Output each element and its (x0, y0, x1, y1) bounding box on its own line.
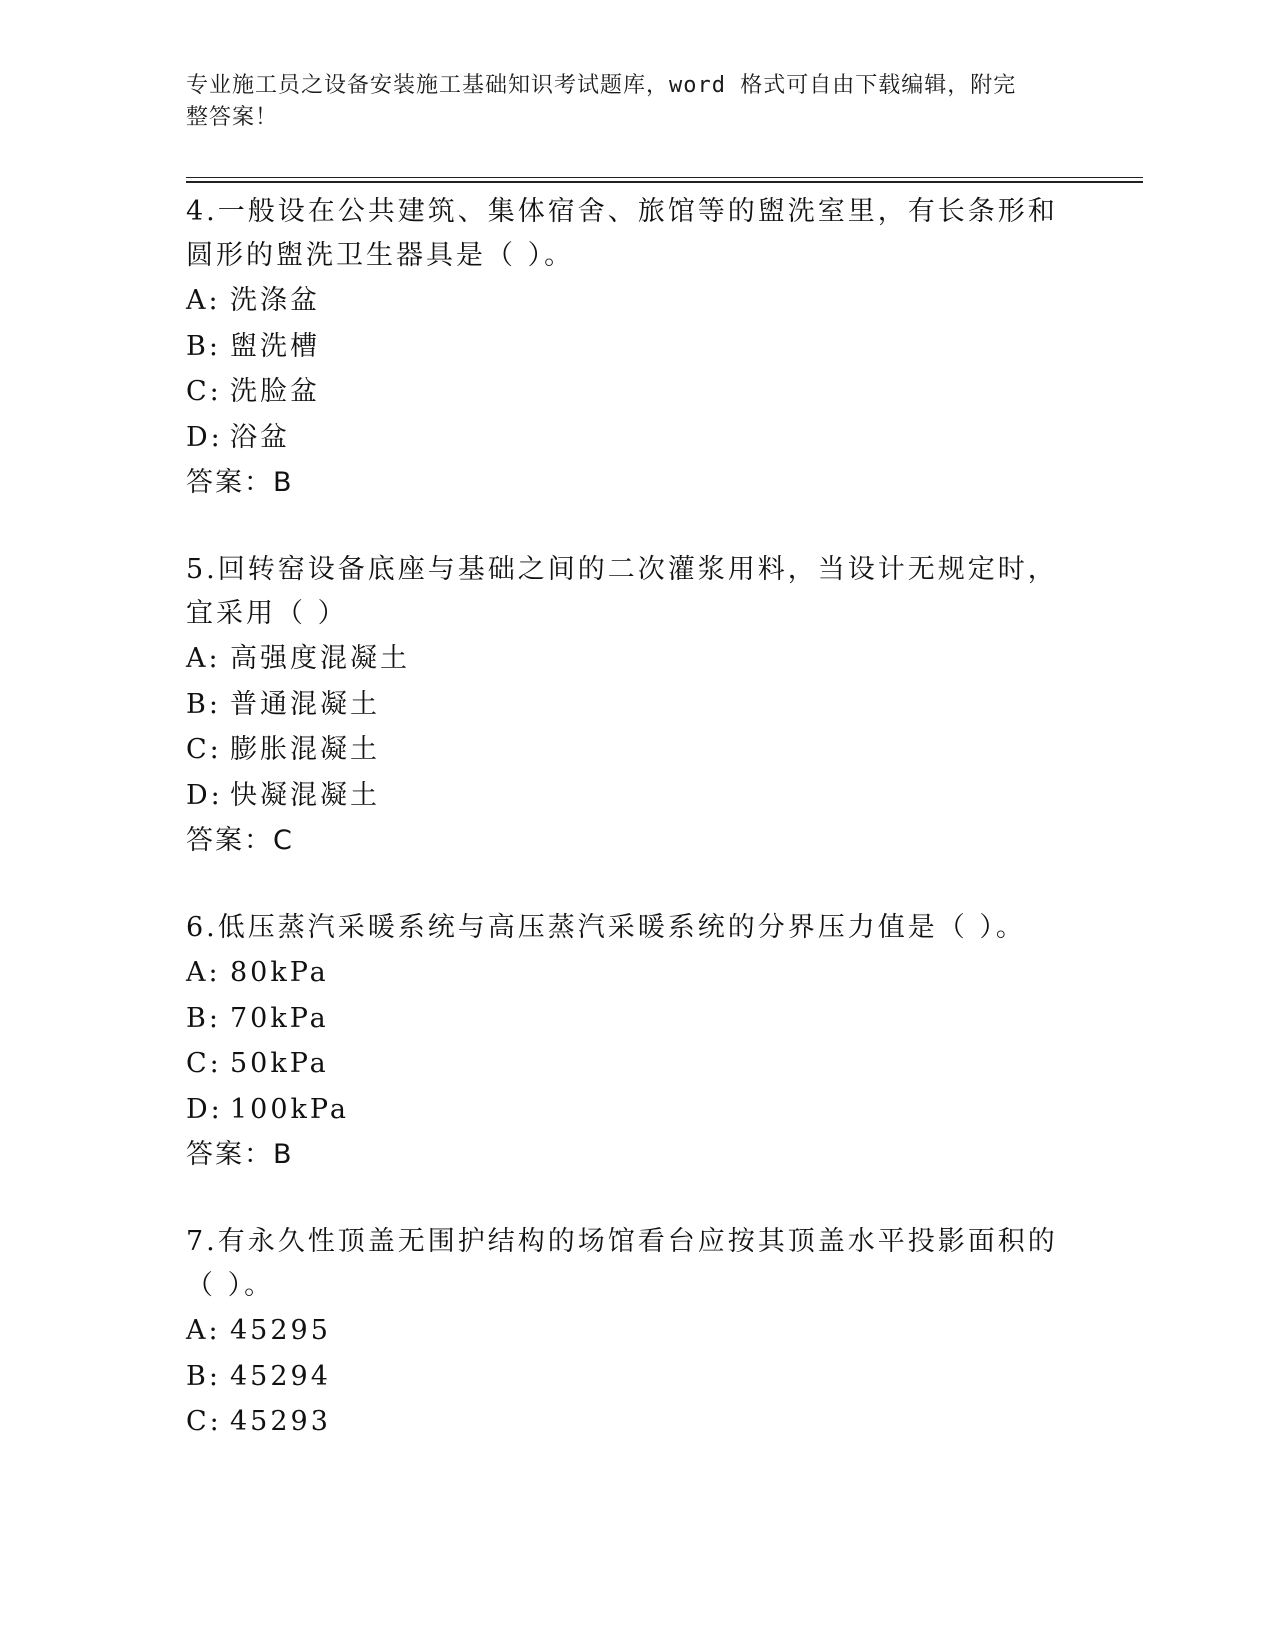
option-d (186, 773, 1086, 819)
option-a (186, 278, 1086, 324)
option-text: 70kPa (230, 1002, 329, 1034)
option-text: 80kPa (230, 957, 329, 988)
header-line-1: 专业施工员之设备安装施工基础知识考试题库，word 格式可自由下载编辑，附完 (186, 73, 1017, 98)
option-key: B: (186, 688, 221, 720)
question-stem: 7.有永久性顶盖无围护结构的场馆看台应按其顶盖水平投影面积的（ ）。 (186, 1226, 1058, 1301)
option-key: B: (186, 1360, 221, 1392)
option-key: B: (186, 1002, 221, 1034)
option-key: A: (186, 643, 221, 674)
question-5 (186, 548, 1086, 864)
question-stem: 5.回转窑设备底座与基础之间的二次灌浆用料，当设计无规定时，宜采用（ ） (186, 554, 1058, 629)
question-stem: 4.一般设在公共建筑、集体宿舍、旅馆等的盥洗室里，有长条形和圆形的盥洗卫生器具是（ ）。 (186, 196, 1058, 271)
header-divider-thin (186, 177, 1143, 178)
option-text: 洗涤盆 (230, 285, 320, 316)
option-key: C: (186, 1048, 222, 1079)
option-key: A: (186, 285, 221, 316)
question-4 (186, 190, 1086, 506)
option-c (186, 727, 1086, 773)
option-text: 高强度混凝土 (230, 643, 410, 674)
option-text: 100kPa (230, 1093, 349, 1125)
question-stem: 6.低压蒸汽采暖系统与高压蒸汽采暖系统的分界压力值是（ ）。 (186, 912, 1026, 943)
option-c (186, 369, 1086, 415)
option-key: D: (186, 421, 223, 453)
option-text: 浴盆 (230, 421, 290, 453)
option-text: 快凝混凝土 (230, 779, 380, 811)
option-key: C: (186, 734, 222, 765)
option-b (186, 682, 1086, 728)
option-b (186, 1354, 1086, 1400)
option-b (186, 324, 1086, 370)
header-divider-thick (186, 181, 1143, 183)
option-text: 50kPa (230, 1048, 329, 1079)
option-key: C: (186, 376, 222, 407)
answer-line: 答案：B (186, 467, 294, 498)
answer-line: 答案：B (186, 1139, 294, 1170)
option-d (186, 1087, 1086, 1133)
option-text: 膨胀混凝土 (230, 734, 380, 765)
option-a (186, 636, 1086, 682)
answer-line: 答案：C (186, 825, 294, 856)
document-header (186, 70, 1066, 134)
question-6 (186, 906, 1086, 1178)
option-text: 45293 (230, 1406, 331, 1437)
option-key: A: (186, 957, 221, 988)
option-text: 洗脸盆 (230, 376, 320, 407)
option-text: 盥洗槽 (230, 330, 320, 362)
option-c (186, 1041, 1086, 1087)
option-text: 45295 (230, 1315, 331, 1346)
option-d (186, 415, 1086, 461)
option-text: 普通混凝土 (230, 688, 380, 720)
option-key: B: (186, 330, 221, 362)
option-key: D: (186, 779, 223, 811)
option-text: 45294 (230, 1360, 331, 1392)
header-line-2: 整答案！ (186, 105, 279, 130)
question-list (186, 190, 1086, 1487)
option-c (186, 1399, 1086, 1445)
option-key: D: (186, 1093, 223, 1125)
option-a (186, 950, 1086, 996)
option-b (186, 996, 1086, 1042)
option-key: C: (186, 1406, 222, 1437)
option-key: A: (186, 1315, 221, 1346)
question-7 (186, 1220, 1086, 1445)
option-a (186, 1308, 1086, 1354)
